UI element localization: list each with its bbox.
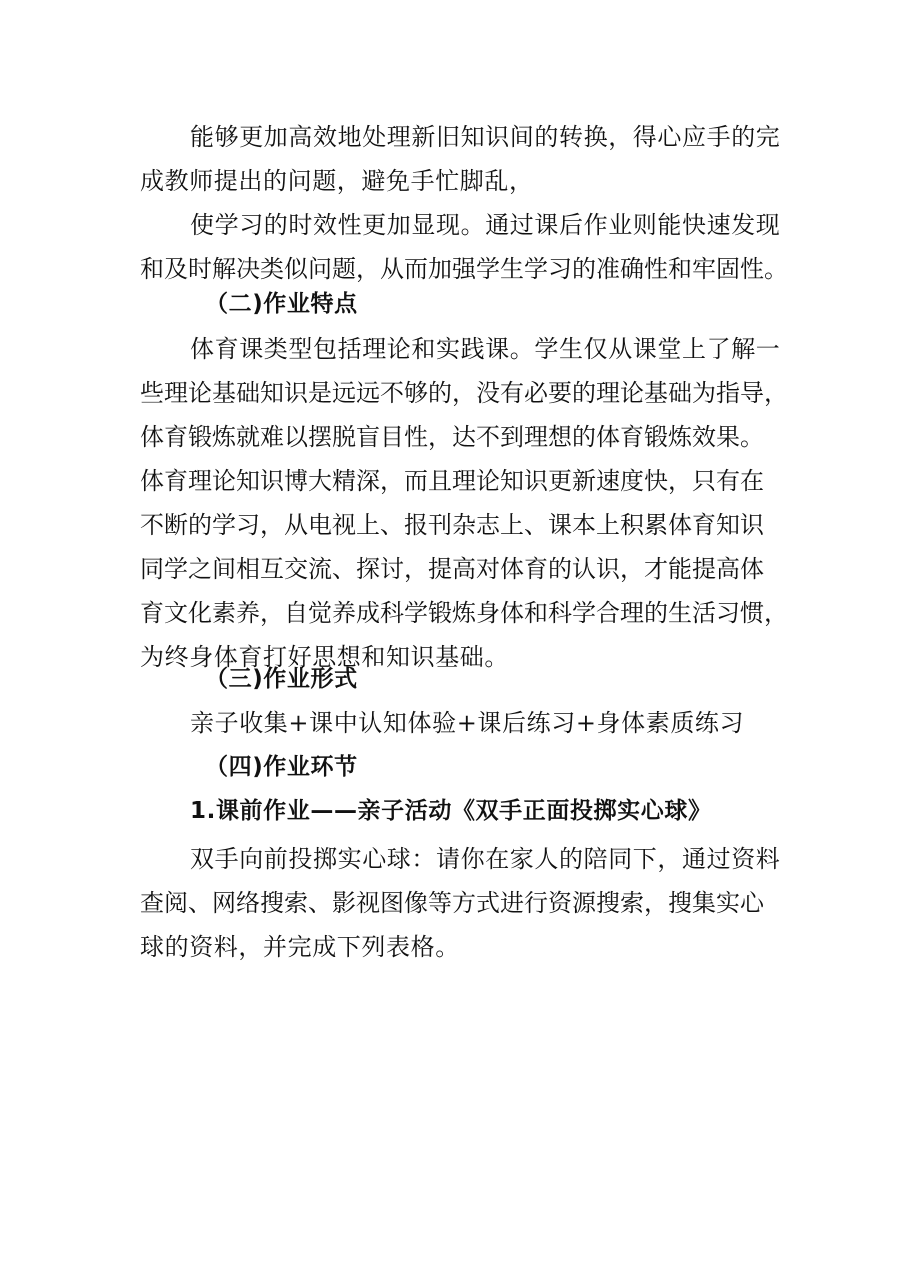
paragraph-line: 成教师提出的问题，避免手忙脚乱， — [140, 167, 534, 195]
paragraph-line: 亲子收集+课中认知体验+课后练习+身体素质练习 — [190, 709, 745, 737]
section-heading-form: （三)作业形式 — [205, 666, 358, 692]
paragraph-line: 查阅、网络搜索、影视图像等方式进行资源搜索，搜集实心 — [140, 889, 764, 917]
paragraph-line: 使学习的时效性更加显现。通过课后作业则能快速发现 — [190, 211, 781, 239]
section-heading-steps: （四)作业环节 — [205, 754, 358, 780]
paragraph-line: 能够更加高效地处理新旧知识间的转换，得心应手的完 — [190, 123, 781, 151]
paragraph-line: 体育锻炼就难以摆脱盲目性，达不到理想的体育锻炼效果。 — [140, 423, 764, 451]
paragraph-line: 同学之间相互交流、探讨，提高对体育的认识，才能提高体 — [140, 555, 764, 583]
paragraph-line: 不断的学习，从电视上、报刊杂志上、课本上积累体育知识 — [140, 511, 764, 539]
paragraph-line: 为终身体育打好思想和知识基础。 — [140, 643, 509, 671]
paragraph-line: 双手向前投掷实心球：请你在家人的陪同下，通过资料 — [190, 845, 781, 873]
paragraph-line: 和及时解决类似问题，从而加强学生学习的准确性和牢固性。 — [140, 255, 788, 283]
section-heading-features: （二)作业特点 — [205, 291, 358, 317]
paragraph-line: 些理论基础知识是远远不够的，没有必要的理论基础为指导， — [140, 379, 788, 407]
paragraph-line: 体育课类型包括理论和实践课。学生仅从课堂上了解一 — [190, 335, 781, 363]
subsection-heading: 1.课前作业——亲子活动《双手正面投掷实心球》 — [190, 798, 712, 824]
paragraph-line: 体育理论知识博大精深，而且理论知识更新速度快，只有在 — [140, 467, 764, 495]
paragraph-line: 育文化素养，自觉养成科学锻炼身体和科学合理的生活习惯， — [140, 599, 788, 627]
paragraph-line: 球的资料，并完成下列表格。 — [140, 933, 460, 961]
